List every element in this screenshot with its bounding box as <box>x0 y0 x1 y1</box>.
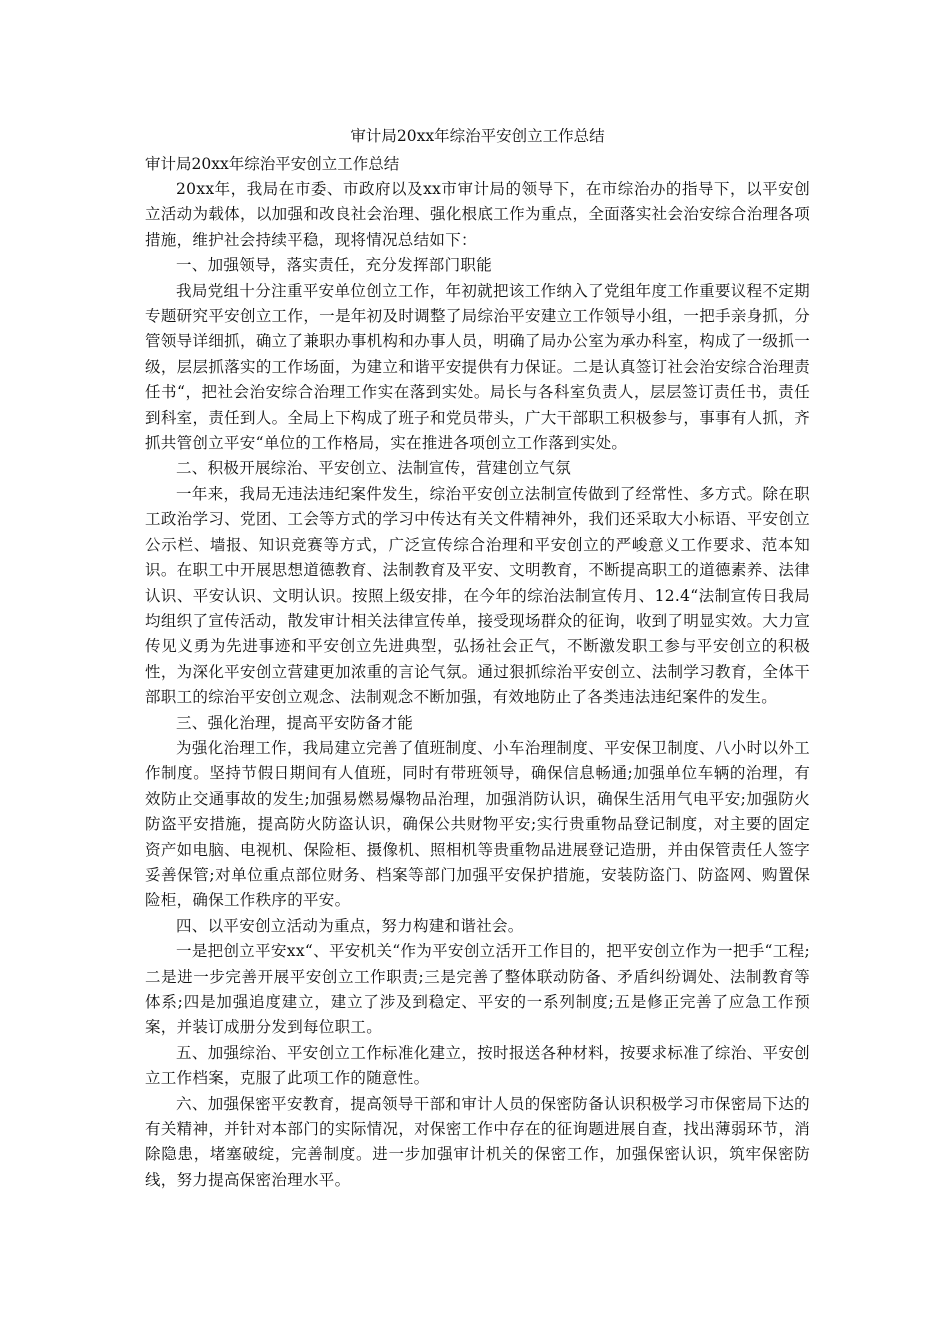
body-paragraph: 我局党组十分注重平安单位创立工作，年初就把该工作纳入了党组年度工作重要议程不定期专题研究平安创立工作，一是年初及时调整了局综治平安建立工作领导小组，一把手亲身抓，分管领导详细抓，确立了兼职办事机构和办事人员，明确了局办公室为承办科室，构成了一级抓一级，层层抓落实的工作场面，为建立和谐平安提供有力保证。二是认真签订社会治安综合治理责任书“，把社会治安综合治理工作实在落到实处。局长与各科室负责人，层层签订责任书，责任到科室，责任到人。全局上下构成了班子和党员带头，广大干部职工积极参与，事事有人抓，齐抓共管创立平安“单位的工作格局，实在推进各项创立工作落到实处。 <box>145 281 810 453</box>
body-paragraph: 六、加强保密平安教育，提高领导干部和审计人员的保密防备认识积极学习市保密局下达的有关精神，并针对本部门的实际情况，对保密工作中存在的征询题进展自查，找出薄弱环节，消除隐患，堵塞破绽，完善制度。进一步加强审计机关的保密工作，加强保密认识，筑牢保密防线，努力提高保密治理水平。 <box>145 1094 810 1189</box>
section-heading: 二、积极开展综治、平安创立、法制宣传，营建创立气氛 <box>176 459 572 478</box>
body-paragraph: 五、加强综治、平安创立工作标准化建立，按时报送各种材料，按要求标准了综治、平安创立工作档案，克服了此项工作的随意性。 <box>145 1043 810 1088</box>
body-paragraph: 一是把创立平安xx“、平安机关“作为平安创立活开工作目的，把平安创立作为一把手“工程;二是进一步完善开展平安创立工作职责;三是完善了整体联动防备、矛盾纠纷调处、法制教育等体系;四是加强追度建立，建立了涉及到稳定、平安的一系列制度;五是修正完善了应急工作预案，并装订成册分发到每位职工。 <box>145 942 810 1037</box>
document-body <box>145 177 810 1193</box>
body-paragraph: 20xx年，我局在市委、市政府以及xx市审计局的领导下，在市综治办的指导下，以平安创立活动为载体，以加强和改良社会治理、强化根底工作为重点，全面落实社会治安综合治理各项措施，维护社会持续平稳，现将情况总结如下： <box>145 180 810 249</box>
section-heading: 三、强化治理，提高平安防备才能 <box>176 713 414 732</box>
document-subtitle: 审计局20xx年综治平安创立工作总结 <box>145 155 400 173</box>
section-heading: 四、以平安创立活动为重点，努力构建和谐社会。 <box>176 916 524 935</box>
body-paragraph: 为强化治理工作，我局建立完善了值班制度、小车治理制度、平安保卫制度、八小时以外工作制度。坚持节假日期间有人值班，同时有带班领导，确保信息畅通;加强单位车辆的治理，有效防止交通事故的发生;加强易燃易爆物品治理，加强消防认识，确保生活用气电平安;加强防火防盗平安措施，提高防火防盗认识，确保公共财物平安;实行贵重物品登记制度，对主要的固定资产如电脑、电视机、保险柜、摄像机、照相机等贵重物品进展登记造册，并由保管责任人签字妥善保管;对单位重点部位财务、档案等部门加强平安保护措施，安装防盗门、防盗网、购置保险柜，确保工作秩序的平安。 <box>145 738 810 910</box>
document-page <box>145 123 810 1193</box>
document-title: 审计局20xx年综治平安创立工作总结 <box>350 127 605 145</box>
section-heading: 一、加强领导，落实责任，充分发挥部门职能 <box>176 256 493 275</box>
body-paragraph: 一年来，我局无违法违纪案件发生，综治平安创立法制宣传做到了经常性、多方式。除在职工政治学习、党团、工会等方式的学习中传达有关文件精神外，我们还采取大小标语、平安创立公示栏、墙报、知识竞赛等方式，广泛宣传综合治理和平安创立的严峻意义工作要求、范本知识。在职工中开展思想道德教育、法制教育及平安、文明教育，不断提高职工的道德素养、法律认识、平安认识、文明认识。按照上级安排，在今年的综治法制宣传月、12.4“法制宣传日我局均组织了宣传活动，散发审计相关法律宣传单，接受现场群众的征询，收到了明显实效。大力宣传见义勇为先进事迹和平安创立先进典型，弘扬社会正气，不断激发职工参与平安创立的积极性，为深化平安创立营建更加浓重的言论气氛。通过狠抓综治平安创立、法制学习教育，全体干部职工的综治平安创立观念、法制观念不断加强，有效地防止了各类违法违纪案件的发生。 <box>145 484 810 707</box>
